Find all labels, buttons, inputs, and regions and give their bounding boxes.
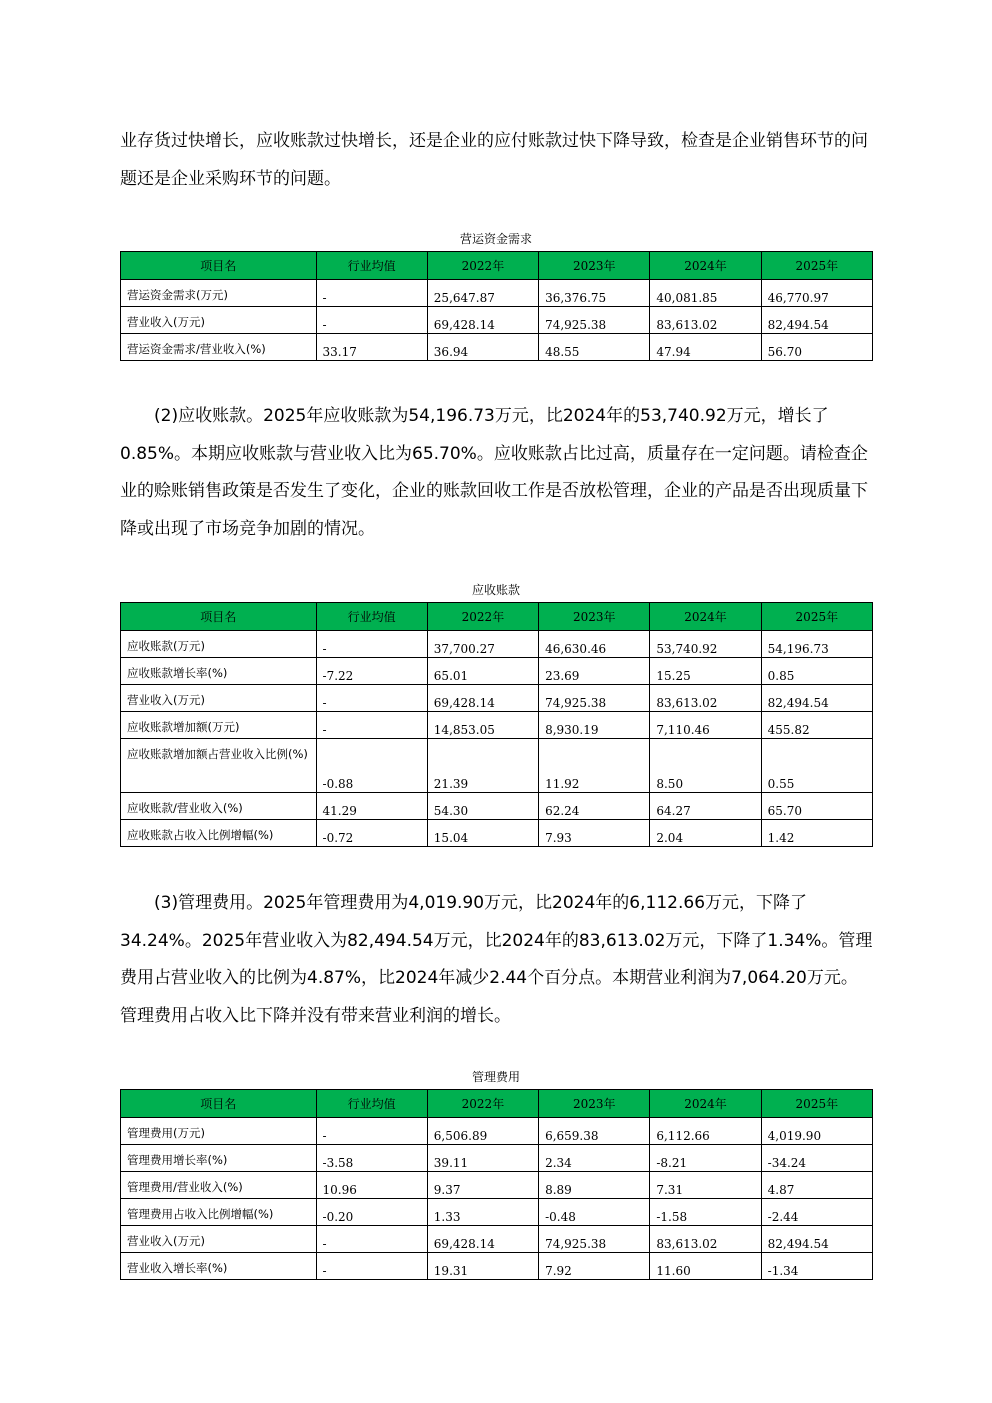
value-cell: -1.34 [761,1253,872,1280]
row-label-cell: 管理费用占收入比例增幅(%) [121,1199,317,1226]
value-cell: 69,428.14 [427,685,538,712]
value-cell: 2.04 [650,820,761,847]
table-header-row [121,252,873,280]
value-cell: 6,112.66 [650,1118,761,1145]
table-row [121,712,873,739]
value-cell: 74,925.38 [539,685,650,712]
value-cell: - [316,631,427,658]
value-cell: 39.11 [427,1145,538,1172]
column-header: 2023年 [539,603,650,631]
row-label-cell: 应收账款/营业收入(%) [121,793,317,820]
value-cell: 82,494.54 [761,1226,872,1253]
value-cell: 8.50 [650,739,761,793]
value-cell: 0.85 [761,658,872,685]
value-cell: 1.33 [427,1199,538,1226]
value-cell: 9.37 [427,1172,538,1199]
table-row [121,1145,873,1172]
value-cell: 40,081.85 [650,280,761,307]
value-cell: 64.27 [650,793,761,820]
value-cell: 53,740.92 [650,631,761,658]
value-cell: - [316,1226,427,1253]
accounts-receivable-table [120,602,873,847]
table-row [121,1118,873,1145]
value-cell: 83,613.02 [650,307,761,334]
value-cell: 46,630.46 [539,631,650,658]
column-header: 2025年 [761,1090,872,1118]
row-label-cell: 管理费用增长率(%) [121,1145,317,1172]
value-cell: 6,506.89 [427,1118,538,1145]
table-caption-working-capital: 营运资金需求 [459,232,532,246]
row-label-cell: 应收账款增加额(万元) [121,712,317,739]
value-cell: 36,376.75 [539,280,650,307]
value-cell: 4.87 [761,1172,872,1199]
value-cell: - [316,280,427,307]
column-header: 行业均值 [316,603,427,631]
value-cell: 21.39 [427,739,538,793]
table-row [121,1172,873,1199]
column-header: 2023年 [539,252,650,280]
value-cell: 7.31 [650,1172,761,1199]
value-cell: -0.48 [539,1199,650,1226]
table-row [121,685,873,712]
value-cell: 82,494.54 [761,307,872,334]
table-row [121,793,873,820]
value-cell: 82,494.54 [761,685,872,712]
row-label-cell: 营业收入(万元) [121,307,317,334]
value-cell: 0.55 [761,739,872,793]
value-cell: -0.72 [316,820,427,847]
row-label-cell: 营业收入(万元) [121,685,317,712]
table-row [121,1253,873,1280]
table-row [121,1199,873,1226]
table-row [121,334,873,361]
value-cell: 69,428.14 [427,307,538,334]
value-cell: 1.42 [761,820,872,847]
value-cell: -8.21 [650,1145,761,1172]
table-row [121,739,873,793]
row-label-cell: 应收账款(万元) [121,631,317,658]
value-cell: 15.04 [427,820,538,847]
row-label-cell: 营运资金需求(万元) [121,280,317,307]
value-cell: 37,700.27 [427,631,538,658]
value-cell: 69,428.14 [427,1226,538,1253]
value-cell: 7,110.46 [650,712,761,739]
value-cell: - [316,712,427,739]
table-row [121,820,873,847]
value-cell: 8,930.19 [539,712,650,739]
value-cell: 74,925.38 [539,1226,650,1253]
row-label-cell: 管理费用/营业收入(%) [121,1172,317,1199]
value-cell: -2.44 [761,1199,872,1226]
column-header: 项目名 [121,252,317,280]
table-row [121,280,873,307]
value-cell: 65.01 [427,658,538,685]
value-cell: 47.94 [650,334,761,361]
working-capital-table [120,251,873,361]
column-header: 2023年 [539,1090,650,1118]
value-cell: 83,613.02 [650,685,761,712]
column-header: 2022年 [427,1090,538,1118]
table-header-row [121,1090,873,1118]
paragraph-accounts-receivable: (2)应收账款。2025年应收账款为54,196.73万元，比2024年的53,740.92万元，增长了0.85%。本期应收账款与营业收入比为65.70%。应收账款占比过高，质量存在一定问题。请检查企业的赊账销售政策是否发生了变化，企业的账款回收工作是否放松管理，企业的产品是否出现质量下降或出现了市场竞争加剧的情况。 [120,406,868,539]
value-cell: -0.20 [316,1199,427,1226]
value-cell: 33.17 [316,334,427,361]
value-cell: 46,770.97 [761,280,872,307]
column-header: 2024年 [650,603,761,631]
value-cell: 7.92 [539,1253,650,1280]
value-cell: 65.70 [761,793,872,820]
value-cell: 83,613.02 [650,1226,761,1253]
column-header: 2024年 [650,252,761,280]
value-cell: -3.58 [316,1145,427,1172]
row-label-cell: 应收账款增加额占营业收入比例(%) [121,739,317,793]
value-cell: 14,853.05 [427,712,538,739]
row-label-cell: 营业收入增长率(%) [121,1253,317,1280]
column-header: 行业均值 [316,252,427,280]
paragraph-admin-expenses: (3)管理费用。2025年管理费用为4,019.90万元，比2024年的6,112.66万元，下降了34.24%。2025年营业收入为82,494.54万元，比2024年的83,613.02万元，下降了1.34%。管理费用占营业收入的比例为4.87%，比2024年减少2.44个百分点。本期营业利润为7,064.20万元。管理费用占收入比下降并没有带来营业利润的增长。 [120,893,873,1026]
value-cell: 8.89 [539,1172,650,1199]
row-label-cell: 应收账款增长率(%) [121,658,317,685]
value-cell: 41.29 [316,793,427,820]
value-cell: 56.70 [761,334,872,361]
value-cell: 48.55 [539,334,650,361]
value-cell: 6,659.38 [539,1118,650,1145]
column-header: 2025年 [761,603,872,631]
value-cell: 54,196.73 [761,631,872,658]
paragraph-inventory-intro: 业存货过快增长，应收账款过快增长，还是企业的应付账款过快下降导致，检查是企业销售环节的问题还是企业采购环节的问题。 [120,131,868,189]
value-cell: 54.30 [427,793,538,820]
value-cell: - [316,307,427,334]
table-row [121,658,873,685]
value-cell: 2.34 [539,1145,650,1172]
column-header: 2025年 [761,252,872,280]
column-header: 2022年 [427,252,538,280]
table-caption-accounts-receivable: 应收账款 [471,583,520,597]
value-cell: - [316,685,427,712]
column-header: 2022年 [427,603,538,631]
value-cell: - [316,1253,427,1280]
row-label-cell: 管理费用(万元) [121,1118,317,1145]
admin-expenses-table [120,1089,873,1280]
value-cell: 19.31 [427,1253,538,1280]
column-header: 2024年 [650,1090,761,1118]
value-cell: -7.22 [316,658,427,685]
column-header: 行业均值 [316,1090,427,1118]
column-header: 项目名 [121,1090,317,1118]
value-cell: -1.58 [650,1199,761,1226]
value-cell: 11.92 [539,739,650,793]
table-header-row [121,603,873,631]
value-cell: 74,925.38 [539,307,650,334]
value-cell: 4,019.90 [761,1118,872,1145]
value-cell: 25,647.87 [427,280,538,307]
table-row [121,1226,873,1253]
column-header: 项目名 [121,603,317,631]
value-cell: -0.88 [316,739,427,793]
table-caption-admin-expenses: 管理费用 [471,1070,520,1084]
row-label-cell: 营业收入(万元) [121,1226,317,1253]
value-cell: 15.25 [650,658,761,685]
table-row [121,631,873,658]
value-cell: 10.96 [316,1172,427,1199]
value-cell: 62.24 [539,793,650,820]
row-label-cell: 应收账款占收入比例增幅(%) [121,820,317,847]
value-cell: 23.69 [539,658,650,685]
value-cell: 36.94 [427,334,538,361]
table-row [121,307,873,334]
value-cell: -34.24 [761,1145,872,1172]
value-cell: - [316,1118,427,1145]
value-cell: 455.82 [761,712,872,739]
value-cell: 11.60 [650,1253,761,1280]
value-cell: 7.93 [539,820,650,847]
row-label-cell: 营运资金需求/营业收入(%) [121,334,317,361]
